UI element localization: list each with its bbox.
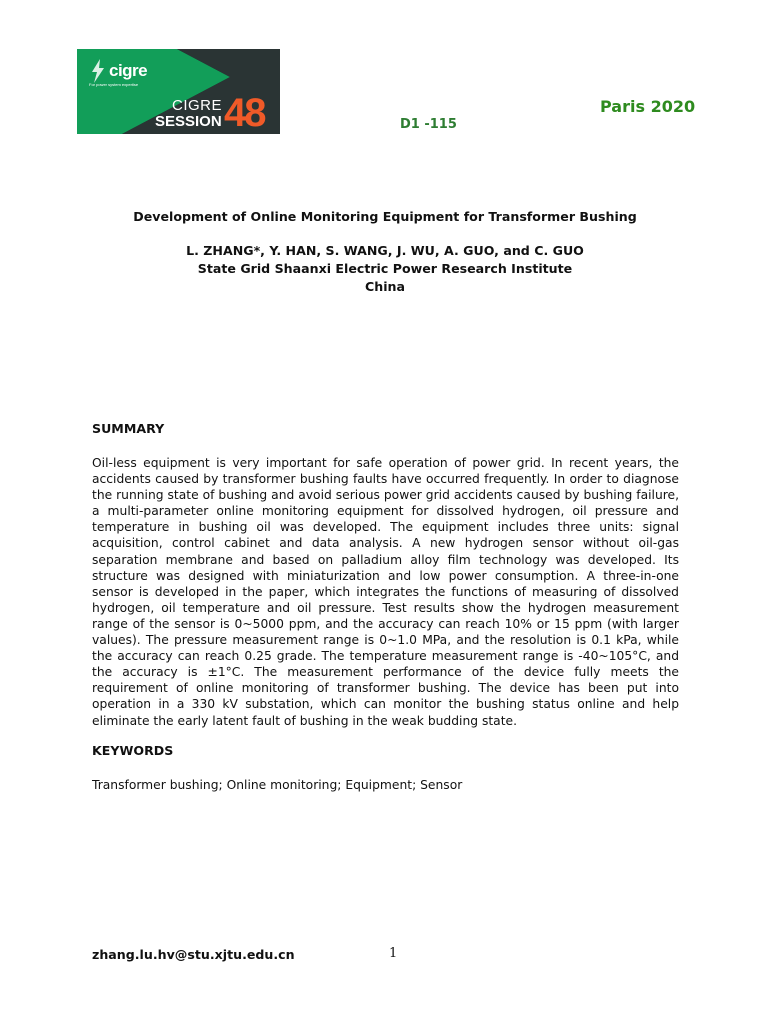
logo-event-line2: SESSION xyxy=(155,113,222,130)
paper-code: D1 -115 xyxy=(400,117,457,132)
author-email: zhang.lu.hv@stu.xjtu.edu.cn xyxy=(92,947,295,962)
cigre-session-logo xyxy=(77,49,280,134)
title-block xyxy=(92,209,678,296)
summary-heading: SUMMARY xyxy=(92,421,165,436)
affiliation: State Grid Shaanxi Electric Power Research Institute xyxy=(197,261,573,276)
summary-text: Oil-less equipment is very important for safe operation of power grid. In recent years, the accidents caused by transformer bushing faults have occurred frequently. In order to diagnose the running state of bushing and avoid serious power grid accidents caused by bushing failure, a multi-parameter online monitoring equipment for dissolved hydrogen, oil pressure and temperature in bushing oil was developed. The equipment includes three units: signal acquisition, control cabinet and data analysis. A new hydrogen sensor without oil-gas separation membrane and based on palladium alloy film technology was developed. Its structure was designed with miniaturization and low power consumption. A three-in-one sensor is developed in the paper, which integrates the functions of measuring of dissolved hydrogen, oil temperature and oil pressure. Test results show the hydrogen measurement range of the sensor is 0~5000 ppm, and the accuracy can reach 10% or 15 ppm (with larger values). The pressure measurement range is 0~1.0 MPa, and the resolution is 0.1 kPa, while the accuracy can reach 0.25 grade. The temperature measurement range is -40~105°C, and the accuracy is ±1°C. The measurement performance of the device fully meets the requirement of online monitoring of transformer bushing. The device has been put into operation in a 330 kV substation, which can monitor the bushing status online and help eliminate the early latent fault of bushing in the weak budding state. xyxy=(92,456,679,728)
paper-title: Development of Online Monitoring Equipment for Transformer Bushing xyxy=(133,209,637,224)
logo-event-number: 48 xyxy=(224,91,265,134)
keywords-text: Transformer bushing; Online monitoring; Equipment; Sensor xyxy=(92,778,463,792)
country: China xyxy=(365,279,405,294)
page-number: 1 xyxy=(389,946,398,961)
venue-label: Paris 2020 xyxy=(600,97,696,116)
keywords-heading: KEYWORDS xyxy=(92,743,174,758)
author-list: L. ZHANG*, Y. HAN, S. WANG, J. WU, A. GUO, and C. GUO xyxy=(186,243,584,258)
logo-event-line1: CIGRE xyxy=(172,97,223,114)
logo-tagline: For power system expertise xyxy=(89,82,139,87)
logo-brand: cigre xyxy=(109,61,148,80)
lightning-bolt-icon xyxy=(89,59,107,83)
